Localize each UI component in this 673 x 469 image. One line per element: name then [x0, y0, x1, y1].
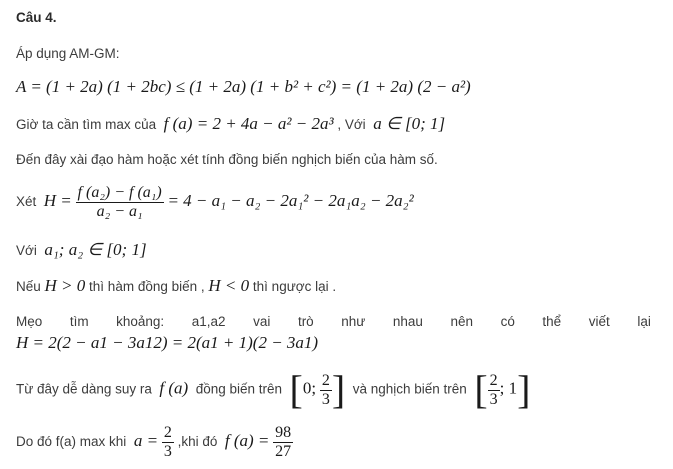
- tip-word: vai: [253, 314, 271, 329]
- with-label: Với: [16, 243, 37, 258]
- conclusion-line: [16, 367, 531, 412]
- h-rhs: = 4 − a₁ − a₂ − 2a₁² − 2a₁a₂ − 2a₂²: [167, 191, 414, 211]
- interval1-left: 0;: [302, 378, 317, 398]
- h-definition-line: [16, 184, 414, 221]
- interval2-num: 2: [489, 371, 498, 389]
- opposite-text: thì ngược lại .: [252, 279, 337, 294]
- question-title: Câu 4.: [16, 10, 57, 25]
- inequality-formula: A = (1 + 2a) (1 + 2bc) ≤ (1 + 2a) (1 + b² + c²) = (1 + 2a) (2 − a²): [16, 77, 471, 96]
- tip-formula: H = 2(2 − a1 − 3a12) = 2(a1 + 1)(2 − 3a1): [16, 333, 319, 352]
- interval2-right: ; 1: [499, 378, 518, 398]
- a-value-den: 3: [163, 443, 172, 460]
- function-formula: f (a) = 2 + 4a − a² − 2a³: [163, 114, 334, 133]
- with-line: [16, 240, 147, 260]
- bracket-right-2: ]: [517, 367, 531, 412]
- tip-formula-line: [16, 333, 318, 353]
- h-lhs: H =: [43, 191, 72, 211]
- tip-word: lại: [637, 314, 651, 329]
- consider-text: Xét: [16, 194, 37, 210]
- tip-word: viết: [588, 314, 610, 329]
- if-text: Nếu: [16, 279, 41, 294]
- h-denominator: a₂ − a₁: [76, 202, 164, 221]
- tip-word: tìm: [69, 314, 89, 329]
- amgm-inequality: [16, 77, 471, 97]
- monotonic-line: [16, 276, 336, 296]
- tip-word: nhau: [392, 314, 423, 329]
- tip-word: nên: [450, 314, 474, 329]
- final-line: [16, 424, 293, 461]
- with-text: , Với: [337, 117, 366, 132]
- f-max-num: 98: [275, 424, 292, 441]
- tip-word: trò: [297, 314, 314, 329]
- tip-word: Mẹo: [16, 314, 43, 329]
- tip-word: khoảng:: [116, 314, 165, 329]
- a1-a2-condition: a₁; a₂ ∈ [0; 1]: [44, 240, 147, 259]
- interval1-fraction: [320, 372, 332, 409]
- interval2-den: 3: [489, 390, 498, 408]
- interval1-num: 2: [321, 371, 330, 389]
- f-of-a: f (a): [159, 378, 189, 398]
- tip-word: a1,a2: [191, 314, 226, 329]
- max-text: Giờ ta cần tìm max của: [16, 117, 157, 132]
- a-value-fraction: [162, 424, 174, 461]
- a-value-num: 2: [163, 424, 172, 441]
- f-max-fraction: [273, 424, 293, 461]
- tip-words-line: [16, 314, 651, 329]
- deduce-text: Từ đây dễ dàng suy ra: [16, 381, 152, 397]
- tip-word: có: [500, 314, 515, 329]
- interval2-fraction: [488, 372, 500, 409]
- bracket-left: [: [289, 367, 303, 412]
- h-fraction: [76, 184, 164, 221]
- tip-word: như: [341, 314, 366, 329]
- f-max-den: 27: [275, 443, 292, 460]
- a-equals: a =: [133, 431, 159, 451]
- f-max-equals: f (a) =: [224, 431, 270, 451]
- then-text: ,khi đó: [177, 434, 218, 450]
- tip-word: thể: [542, 314, 562, 329]
- h-negative: H < 0: [208, 276, 250, 295]
- increasing-text: thì hàm đồng biến ,: [89, 279, 205, 294]
- increasing-on-text: đồng biến trên: [195, 381, 283, 397]
- interval1-den: 3: [321, 390, 330, 408]
- bracket-left-2: [: [474, 367, 488, 412]
- intro-line: Áp dụng AM-GM:: [16, 46, 120, 61]
- max-line: [16, 114, 445, 134]
- method-line: Đến đây xài đạo hàm hoặc xét tính đồng biến nghịch biến của hàm số.: [16, 152, 438, 167]
- h-positive: H > 0: [44, 276, 86, 295]
- h-numerator: f (a₂) − f (a₁): [77, 184, 162, 201]
- domain-condition: a ∈ [0; 1]: [373, 114, 446, 133]
- therefore-text: Do đó f(a) max khi: [16, 434, 127, 450]
- decreasing-on-text: và nghịch biến trên: [352, 381, 467, 397]
- bracket-right: ]: [331, 367, 346, 412]
